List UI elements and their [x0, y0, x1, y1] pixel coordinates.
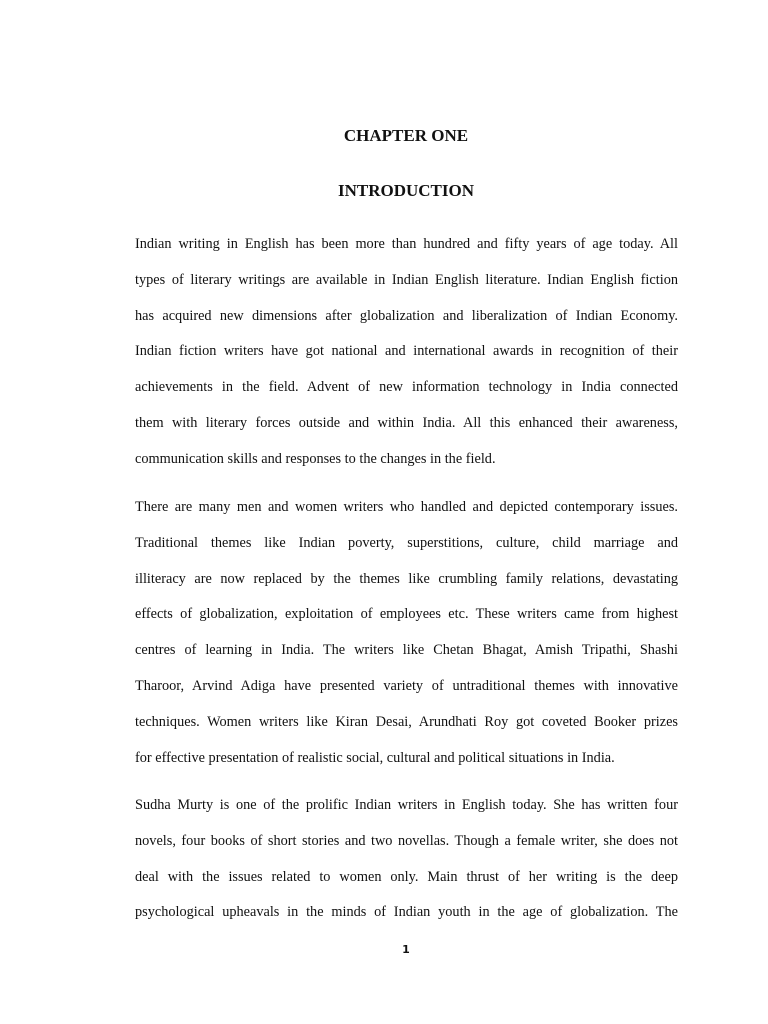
paragraph-line: There are many men and women writers who handled and depicted contemporary issues.	[135, 499, 678, 515]
paragraph-line: achievements in the field. Advent of new information technology in India connected	[135, 379, 678, 396]
paragraph-line: deal with the issues related to women only. Main thrust of her writing is the deep	[135, 868, 678, 885]
section-title: INTRODUCTION	[337, 181, 475, 200]
paragraph-line: Sudha Murty is one of the prolific Indian writers in English today. She has written four	[135, 797, 678, 813]
chapter-heading: CHAPTER ONE	[343, 126, 469, 145]
paragraph-line: Traditional themes like Indian poverty, superstitions, culture, child marriage and	[135, 534, 678, 551]
paragraph-line: has acquired new dimensions after globalization and liberalization of Indian Economy.	[135, 307, 678, 324]
paragraph-line: centres of learning in India. The writers like Chetan Bhagat, Amish Tripathi, Shashi	[135, 642, 678, 659]
paragraph-line: psychological upheavals in the minds of Indian youth in the age of globalization. The	[135, 904, 678, 921]
paragraph-line: illiteracy are now replaced by the themes like crumbling family relations, devastating	[135, 570, 678, 587]
paragraph-line: them with literary forces outside and within India. All this enhanced their awareness,	[135, 414, 678, 431]
paragraph-line: Indian writing in English has been more than hundred and fifty years of age today. All	[135, 236, 678, 252]
paragraph-line: types of literary writings are available in Indian English literature. Indian English fiction	[135, 271, 678, 288]
paragraph-line: for effective presentation of realistic social, cultural and political situations in India.	[135, 749, 615, 766]
paragraph-line: communication skills and responses to the changes in the field.	[135, 450, 496, 467]
page-number: 1	[402, 943, 410, 956]
paragraph-line: effects of globalization, exploitation of employees etc. These writers came from highest	[135, 606, 678, 623]
paragraph-line: Tharoor, Arvind Adiga have presented variety of untraditional themes with innovative	[135, 677, 678, 694]
paragraph-1	[135, 234, 678, 485]
paragraph-line: novels, four books of short stories and two novellas. Though a female writer, she does not	[135, 832, 678, 849]
paragraph-3	[135, 795, 678, 938]
paragraph-2	[135, 497, 678, 783]
paragraph-line: Indian fiction writers have got national and international awards in recognition of their	[135, 343, 678, 360]
paragraph-line: techniques. Women writers like Kiran Desai, Arundhati Roy got coveted Booker prizes	[135, 713, 678, 730]
